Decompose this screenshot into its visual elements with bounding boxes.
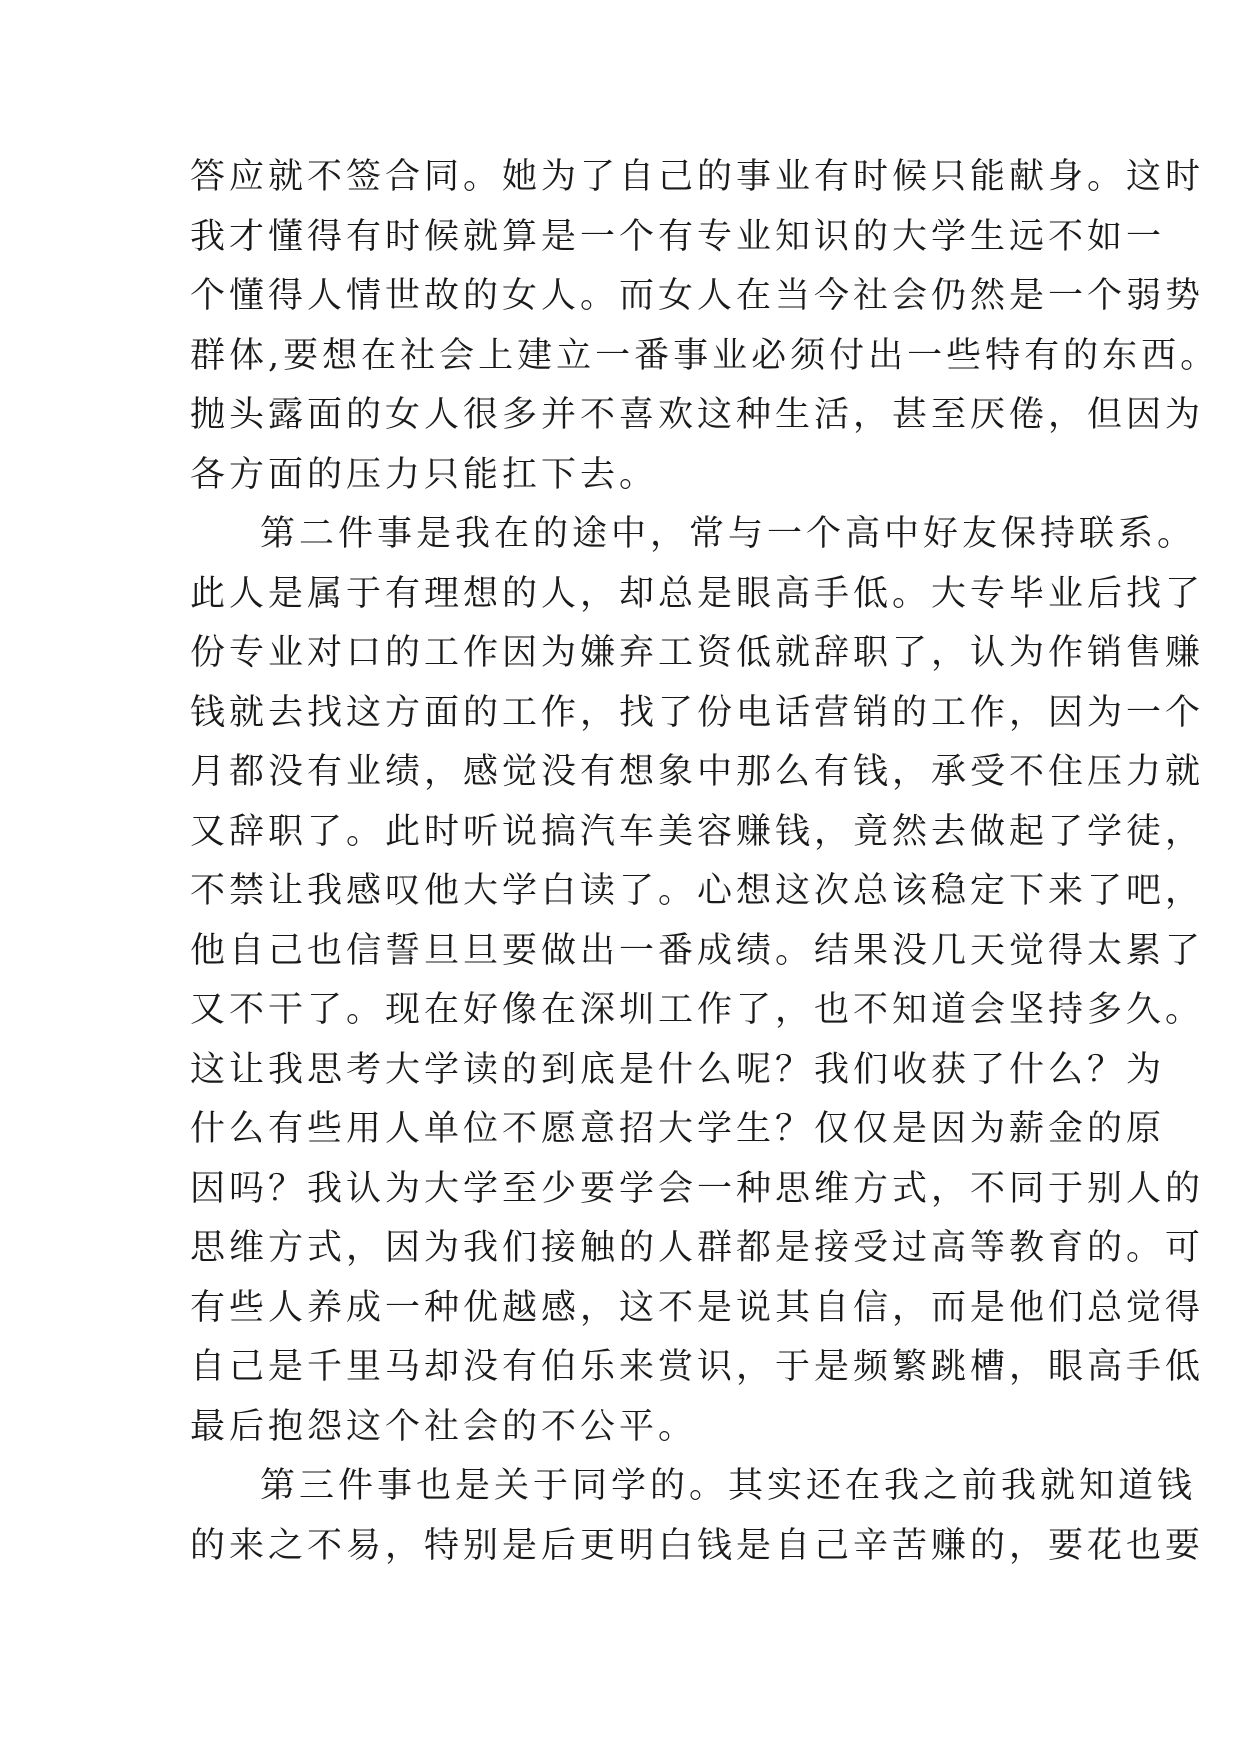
text-line: 有些人养成一种优越感，这不是说其自信，而是他们总觉得 xyxy=(190,1287,1205,1328)
text-line: 的来之不易，特别是后更明白钱是自己辛苦赚的，要花也要 xyxy=(190,1525,1205,1566)
text-line: 这让我思考大学读的到底是什么呢？我们收获了什么？为 xyxy=(190,1049,1166,1090)
text-line: 份专业对口的工作因为嫌弃工资低就辞职了，认为作销售赚 xyxy=(190,633,1205,673)
text-line: 月都没有业绩，感觉没有想象中那么有钱，承受不住压力就 xyxy=(190,752,1205,792)
text-line: 我才懂得有时候就算是一个有专业知识的大学生远不如一 xyxy=(190,216,1166,257)
text-line: 又辞职了。此时听说搞汽车美容赚钱，竟然去做起了学徒， xyxy=(190,811,1205,852)
text-line: 钱就去找这方面的工作，找了份电话营销的工作，因为一个 xyxy=(190,692,1205,733)
text-line: 不禁让我感叹他大学白读了。心想这次总该稳定下来了吧， xyxy=(190,871,1205,911)
text-line: 答应就不签合同。她为了自己的事业有时候只能献身。这时 xyxy=(190,157,1205,197)
text-line: 他自己也信誓旦旦要做出一番成绩。结果没几天觉得太累了 xyxy=(190,930,1205,971)
text-line: 思维方式，因为我们接触的人群都是接受过高等教育的。可 xyxy=(190,1228,1205,1268)
body-text xyxy=(190,148,1220,1576)
text-line: 什么有些用人单位不愿意招大学生？仅仅是因为薪金的原 xyxy=(190,1109,1166,1149)
text-line: 又不干了。现在好像在深圳工作了，也不知道会坚持多久。 xyxy=(190,990,1205,1030)
paragraph-first-line: 第三件事也是关于同学的。其实还在我之前我就知道钱 xyxy=(260,1466,1197,1506)
text-line: 此人是属于有理想的人，却总是眼高手低。大专毕业后找了 xyxy=(190,573,1205,614)
text-line: 各方面的压力只能扛下去。 xyxy=(190,454,659,495)
text-line: 个懂得人情世故的女人。而女人在当今社会仍然是一个弱势 xyxy=(190,276,1205,316)
text-line: 因吗？我认为大学至少要学会一种思维方式，不同于别人的 xyxy=(190,1168,1205,1209)
text-line: 自己是千里马却没有伯乐来赏识，于是频繁跳槽，眼高手低 xyxy=(190,1347,1205,1387)
text-line: 最后抱怨这个社会的不公平。 xyxy=(190,1406,698,1447)
text-line: 群体,要想在社会上建立一番事业必须付出一些特有的东西。 xyxy=(190,335,1220,376)
text-line: 抛头露面的女人很多并不喜欢这种生活，甚至厌倦，但因为 xyxy=(190,395,1205,435)
paragraph-first-line: 第二件事是我在的途中，常与一个高中好友保持联系。 xyxy=(260,514,1197,554)
